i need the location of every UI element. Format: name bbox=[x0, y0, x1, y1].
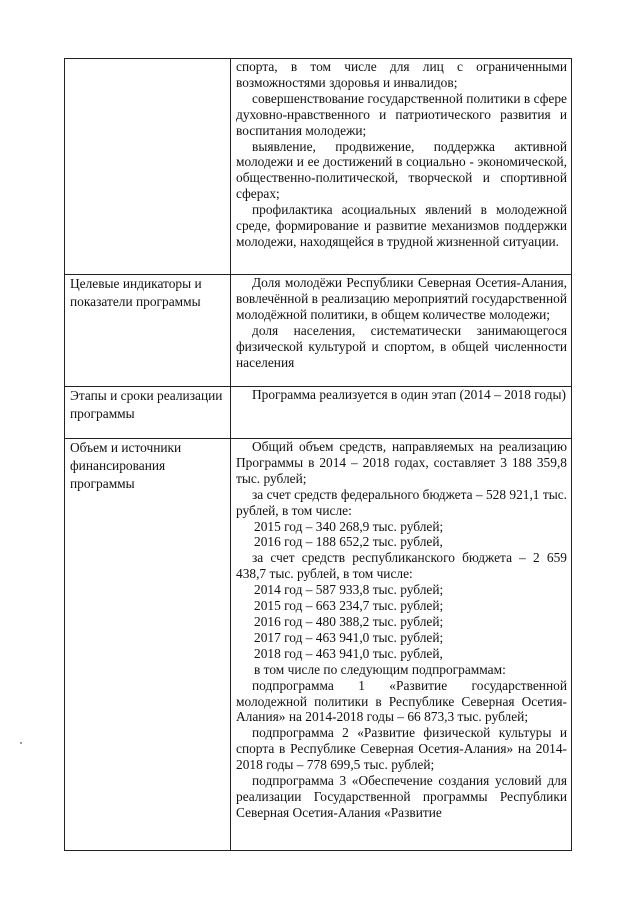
text-paragraph: в том числе по следующим подпрограммам: bbox=[254, 661, 506, 677]
table-row bbox=[65, 439, 572, 851]
text-paragraph: доля населения, систематически занимающегося физической культурой и спортом, в общей численности населения bbox=[236, 322, 567, 370]
text-paragraph: совершенствование государственной политики в сфере духовно-нравственного и патриотического развития и воспитания молодежи; bbox=[236, 90, 567, 138]
table-row bbox=[65, 275, 572, 387]
text-paragraph: за счет средств федерального бюджета – 528 921,1 тыс. рублей, в том числе: bbox=[236, 486, 567, 518]
program-passport-table bbox=[64, 58, 572, 851]
row-label-cell: Объем и источники финансирования программы bbox=[65, 439, 231, 851]
scan-speck bbox=[20, 742, 22, 744]
row-content-cell bbox=[231, 59, 572, 275]
table-row bbox=[65, 387, 572, 439]
text-paragraph: Программа реализуется в один этап (2014 – 2018 годы) bbox=[252, 387, 566, 402]
table-row bbox=[65, 59, 572, 275]
text-paragraph: Общий объем средств, направляемых на реализацию Программы в 2014 – 2018 годах, составляет 3 188 359,8 тыс. рублей; bbox=[236, 439, 567, 486]
text-paragraph: за счет средств республиканского бюджета – 2 659 438,7 тыс. рублей, в том числе: bbox=[236, 550, 567, 582]
row-content-cell bbox=[231, 439, 572, 851]
text-paragraph: подпрограмма 1 «Развитие государственной молодежной политики в Республике Северная Осетия-Алания» на 2014-2018 годы – 66 873,3 тыс. рублей; bbox=[236, 677, 567, 725]
year-amount-line: 2015 год – 340 268,9 тыс. рублей; bbox=[254, 518, 444, 534]
row-label-cell: Целевые индикаторы и показатели программы bbox=[65, 275, 231, 387]
text-paragraph: профилактика асоциальных явлений в молодежной среде, формирование и развитие механизмов поддержки молодежи, находящейся в трудной жизненной ситуации. bbox=[236, 202, 567, 249]
year-amount-line: 2014 год – 587 933,8 тыс. рублей; bbox=[254, 582, 444, 598]
text-paragraph: подпрограмма 3 «Обеспечение создания условий для реализации Государственной программы Республики Северная Осетия-Алания «Развитие bbox=[236, 773, 567, 820]
year-amount-line: 2015 год – 663 234,7 тыс. рублей; bbox=[254, 598, 444, 614]
year-amount-line: 2016 год – 188 652,2 тыс. рублей, bbox=[254, 534, 443, 550]
row-label-cell bbox=[65, 59, 231, 275]
year-amount-line: 2018 год – 463 941,0 тыс. рублей, bbox=[254, 645, 443, 661]
text-paragraph: выявление, продвижение, поддержка активной молодежи и ее достижений в социально - экономической, общественно-политической, творческой и спортивной сферах; bbox=[236, 138, 567, 202]
year-amount-line: 2017 год – 463 941,0 тыс. рублей; bbox=[254, 629, 444, 645]
row-label-cell: Этапы и сроки реализации программы bbox=[65, 387, 231, 439]
text-paragraph: подпрограмма 2 «Развитие физической культуры и спорта в Республике Северная Осетия-Алания» на 2014-2018 годы – 778 699,5 тыс. рублей; bbox=[236, 725, 567, 773]
row-content-cell bbox=[231, 275, 572, 387]
text-paragraph: спорта, в том числе для лиц с ограниченными возможностями здоровья и инвалидов; bbox=[236, 59, 567, 90]
row-content-cell bbox=[231, 387, 572, 439]
text-paragraph: Доля молодёжи Республики Северная Осетия-Алания, вовлечённой в реализацию мероприятий государственной молодёжной политики, в общем количестве молодежи; bbox=[236, 275, 567, 322]
year-amount-line: 2016 год – 480 388,2 тыс. рублей; bbox=[254, 613, 444, 629]
